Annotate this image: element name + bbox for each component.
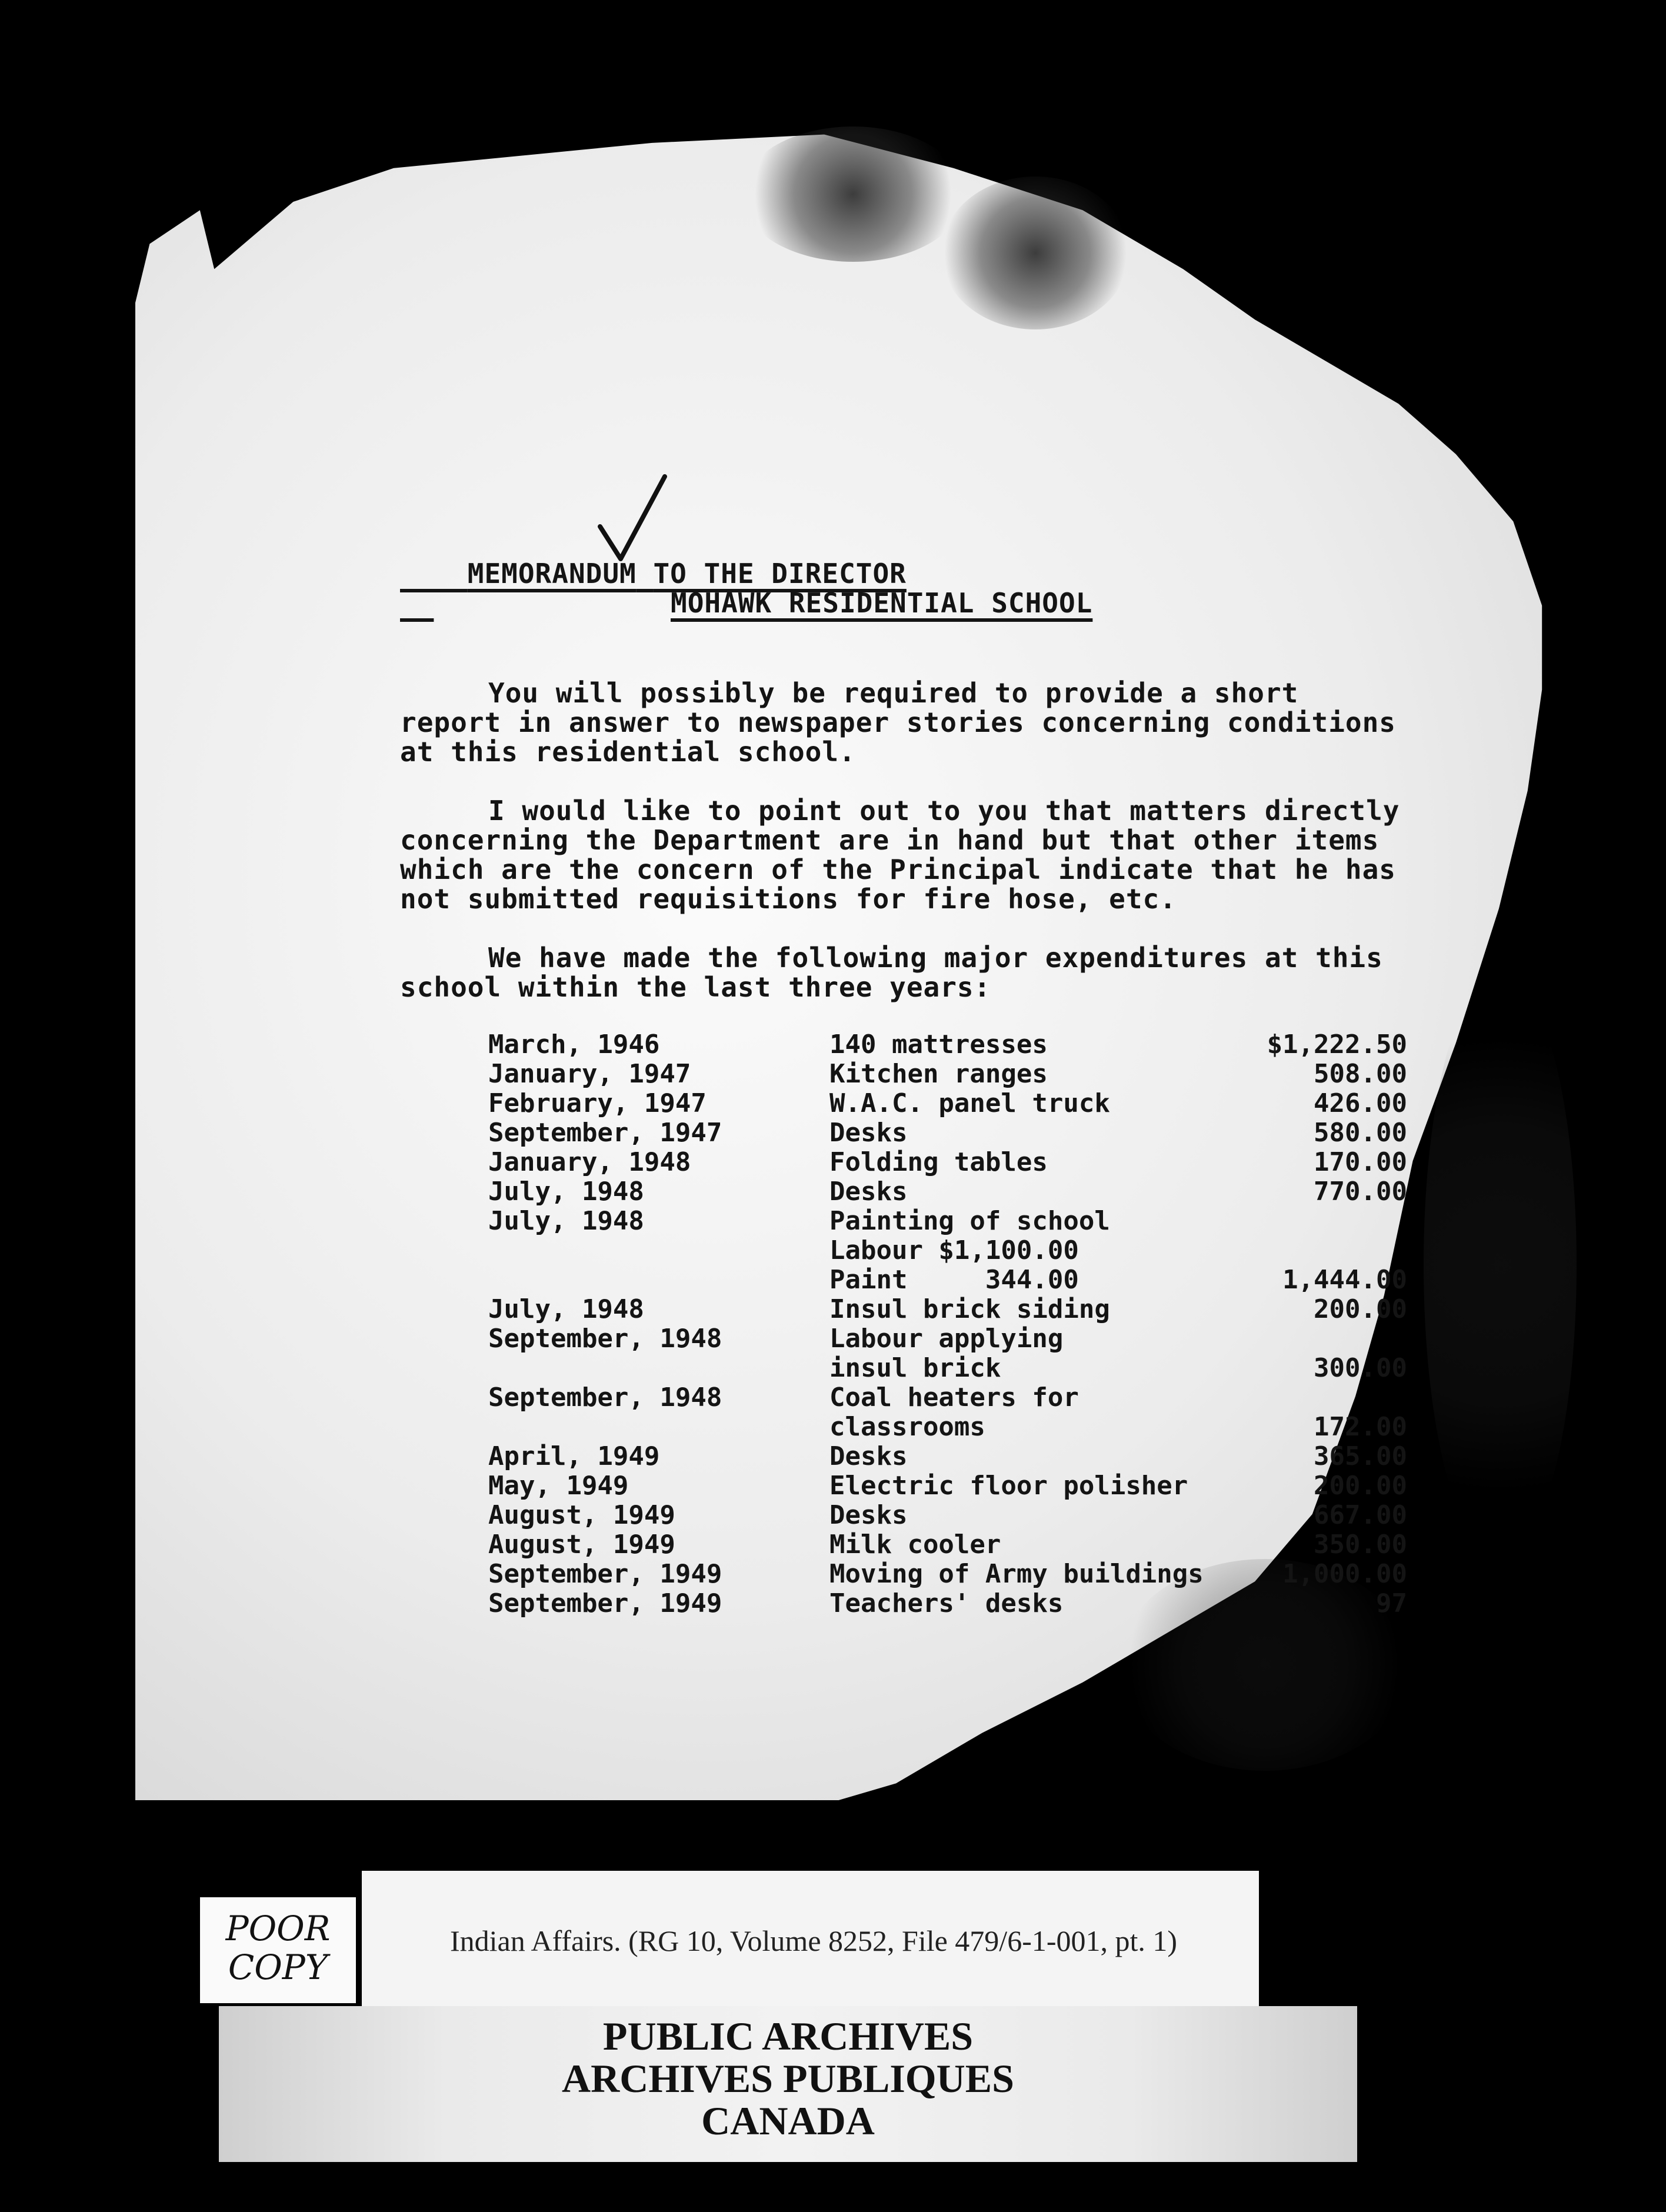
expenditure-item: Paint 344.00 bbox=[829, 1265, 1079, 1295]
expenditure-item: W.A.C. panel truck bbox=[829, 1088, 1110, 1118]
expenditure-item: Folding tables bbox=[829, 1147, 1048, 1177]
expenditure-row bbox=[0, 1530, 1666, 1559]
paragraph-2-line: which are the concern of the Principal indicate that he has bbox=[400, 854, 1396, 885]
expenditure-date: September, 1949 bbox=[488, 1588, 722, 1618]
expenditure-amount: 172.00 bbox=[1314, 1412, 1407, 1442]
expenditure-date: January, 1947 bbox=[488, 1059, 691, 1089]
paragraph-2-line: concerning the Department are in hand but that other items bbox=[400, 824, 1380, 856]
check-mark-icon bbox=[594, 471, 671, 571]
memo-heading-rest: TO THE DIRECTOR bbox=[653, 558, 907, 589]
expenditure-row bbox=[0, 1588, 1666, 1618]
expenditure-date: September, 1949 bbox=[488, 1559, 722, 1589]
poor-copy-line: POOR bbox=[225, 1908, 331, 1948]
expenditure-row bbox=[0, 1441, 1666, 1471]
expenditure-row bbox=[0, 1471, 1666, 1500]
expenditure-amount: 365.00 bbox=[1314, 1441, 1407, 1471]
expenditure-date: July, 1948 bbox=[488, 1206, 644, 1236]
expenditure-date: September, 1948 bbox=[488, 1382, 722, 1413]
expenditure-row bbox=[0, 1559, 1666, 1588]
expenditure-row bbox=[0, 1412, 1666, 1441]
expenditure-amount: 1,444.00 bbox=[1282, 1265, 1407, 1295]
expenditure-row bbox=[0, 1206, 1666, 1235]
expenditure-amount: 200.00 bbox=[1314, 1294, 1407, 1324]
poor-copy-line: COPY bbox=[228, 1947, 328, 1987]
expenditure-item: Insul brick siding bbox=[829, 1294, 1110, 1324]
memo-heading-prefix: MEMORANDUM bbox=[467, 558, 637, 589]
expenditure-item: Labour applying bbox=[829, 1324, 1064, 1354]
memo-subject: MOHAWK RESIDENTIAL SCHOOL bbox=[671, 587, 1093, 619]
expenditure-row bbox=[0, 1177, 1666, 1206]
expenditure-item: classrooms bbox=[829, 1412, 985, 1442]
archives-stamp-line: PUBLIC ARCHIVES bbox=[602, 2014, 974, 2058]
expenditure-date: July, 1948 bbox=[488, 1294, 644, 1324]
expenditure-date: April, 1949 bbox=[488, 1441, 660, 1471]
expenditure-item: Desks bbox=[829, 1118, 908, 1148]
expenditure-item: insul brick bbox=[829, 1353, 1001, 1383]
expenditure-date: January, 1948 bbox=[488, 1147, 691, 1177]
expenditure-date: September, 1947 bbox=[488, 1118, 722, 1148]
expenditure-date: September, 1948 bbox=[488, 1324, 722, 1354]
expenditure-row bbox=[0, 1353, 1666, 1382]
expenditure-amount: 667.00 bbox=[1314, 1500, 1407, 1530]
expenditure-amount: 580.00 bbox=[1314, 1118, 1407, 1148]
expenditure-amount: 170.00 bbox=[1314, 1147, 1407, 1177]
expenditure-item: Desks bbox=[829, 1500, 908, 1530]
expenditure-item: 140 mattresses bbox=[829, 1030, 1048, 1060]
expenditure-amount: 350.00 bbox=[1314, 1530, 1407, 1560]
expenditure-row bbox=[0, 1324, 1666, 1353]
expenditure-item: Milk cooler bbox=[829, 1530, 1001, 1560]
expenditure-row bbox=[0, 1265, 1666, 1294]
paragraph-1-line: You will possibly be required to provide a short bbox=[488, 677, 1299, 709]
expenditure-row bbox=[0, 1059, 1666, 1088]
expenditure-row bbox=[0, 1088, 1666, 1118]
expenditure-row bbox=[0, 1500, 1666, 1530]
expenditure-item: Teachers' desks bbox=[829, 1588, 1064, 1618]
archives-stamp-line: ARCHIVES PUBLIQUES bbox=[562, 2056, 1014, 2101]
paragraph-3-line: school within the last three years: bbox=[400, 971, 991, 1003]
expenditure-date: May, 1949 bbox=[488, 1471, 629, 1501]
expenditure-row bbox=[0, 1294, 1666, 1324]
poor-copy-note bbox=[200, 1897, 356, 2003]
expenditure-amount: 200.00 bbox=[1314, 1471, 1407, 1501]
expenditure-row bbox=[0, 1147, 1666, 1177]
expenditure-row bbox=[0, 1030, 1666, 1059]
expenditure-amount: 770.00 bbox=[1314, 1177, 1407, 1207]
expenditure-amount: 1,000.00 bbox=[1282, 1559, 1407, 1589]
paragraph-3-line: We have made the following major expenditures at this bbox=[488, 942, 1383, 974]
expenditure-item: Desks bbox=[829, 1177, 908, 1207]
paragraph-2-line: I would like to point out to you that matters directly bbox=[488, 795, 1400, 827]
expenditure-date: July, 1948 bbox=[488, 1177, 644, 1207]
expenditure-amount: 300.00 bbox=[1314, 1353, 1407, 1383]
paragraph-1-line: at this residential school. bbox=[400, 736, 856, 768]
archive-reference: Indian Affairs. (RG 10, Volume 8252, File 479/6-1-001, pt. 1) bbox=[450, 1924, 1178, 1957]
expenditure-item: Labour $1,100.00 bbox=[829, 1235, 1079, 1265]
expenditure-date: February, 1947 bbox=[488, 1088, 707, 1118]
expenditure-date: August, 1949 bbox=[488, 1500, 675, 1530]
expenditure-row bbox=[0, 1382, 1666, 1412]
expenditure-amount: 426.00 bbox=[1314, 1088, 1407, 1118]
expenditure-row bbox=[0, 1118, 1666, 1147]
expenditure-row bbox=[0, 1235, 1666, 1265]
paragraph-2-line: not submitted requisitions for fire hose, etc. bbox=[400, 883, 1177, 915]
expenditure-item: Moving of Army buildings bbox=[829, 1559, 1204, 1589]
expenditure-amount: 97 bbox=[1376, 1588, 1407, 1618]
expenditure-item: Desks bbox=[829, 1441, 908, 1471]
archives-stamp-line: CANADA bbox=[701, 2098, 875, 2143]
expenditure-item: Painting of school bbox=[829, 1206, 1110, 1236]
expenditure-amount: $1,222.50 bbox=[1267, 1030, 1407, 1060]
expenditure-date: March, 1946 bbox=[488, 1030, 660, 1060]
archives-stamp bbox=[219, 2015, 1357, 2142]
expenditure-item: Coal heaters for bbox=[829, 1382, 1079, 1413]
expenditure-amount: 508.00 bbox=[1314, 1059, 1407, 1089]
expenditure-item: Kitchen ranges bbox=[829, 1059, 1048, 1089]
expenditure-item: Electric floor polisher bbox=[829, 1471, 1188, 1501]
paragraph-1-line: report in answer to newspaper stories concerning conditions bbox=[400, 707, 1396, 738]
expenditure-date: August, 1949 bbox=[488, 1530, 675, 1560]
